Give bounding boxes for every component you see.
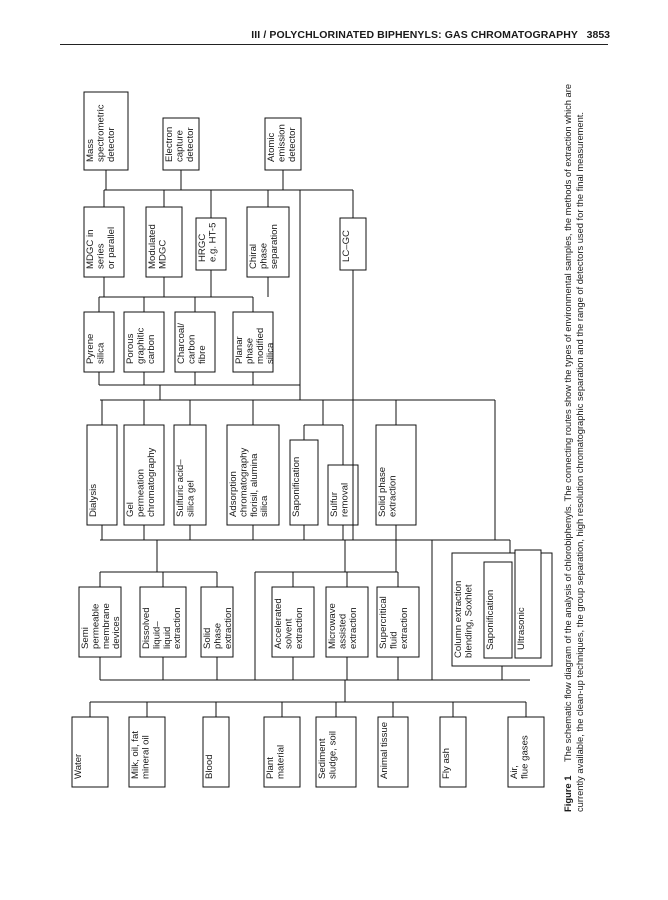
group-sep-box-3-label: modified [254, 327, 266, 364]
cleanup-box-1-label: Gel [125, 502, 136, 517]
detector-box-1-label: capture [174, 130, 186, 162]
extraction-b-box-2-label: fluid [388, 631, 400, 649]
hr-sep-box-0-label: or parallel [105, 226, 117, 269]
detector-box-2-label: emission [276, 124, 288, 162]
hr-sep-box-0-label: series [95, 243, 107, 269]
extraction-c-item-0-label: Saponification [485, 589, 496, 650]
extraction-a-box-1-label: liquid– [151, 621, 163, 649]
extraction-a-box-2-label: extraction [222, 607, 234, 649]
extraction-c-item-1-label: Ultrasonic [516, 607, 527, 650]
extraction-a-box-1-label: Dissolved [141, 607, 152, 649]
caption-label: Figure 1 [562, 775, 573, 812]
cleanup-box-3-label: chromatography [238, 447, 250, 517]
hr-sep-box-1-label: Modulated [147, 224, 158, 269]
group-sep-box-0-label: Pyrene [85, 333, 96, 364]
detector-box-1-label: detector [184, 127, 196, 162]
running-header-title: III / POLYCHLORINATED BIPHENYLS: GAS CHROMATOGRAPHY [251, 29, 578, 41]
group-sep-box-3-label: Planar [234, 336, 245, 364]
extraction-a-box-0-label: membrane [100, 603, 112, 649]
cleanup-box-0-label: Dialysis [88, 483, 99, 517]
detector-box-0-label: spectrometric [95, 104, 107, 162]
hr-sep-box-3-label: separation [268, 224, 280, 269]
group-sep-box-3-label: silica [265, 342, 277, 364]
sample-box-1-label: Milk, oil, fat [130, 731, 141, 779]
cleanup-box-1-label: chromatography [145, 447, 157, 517]
cleanup-box-2-label: silica gel [185, 480, 197, 517]
group-sep-box-3-label: phase [244, 337, 256, 364]
extraction-b-box-0-label: extraction [293, 607, 305, 649]
extraction-b-box-1-label: assisted [337, 613, 349, 649]
group-sep-box-2-label: carbon [186, 334, 198, 364]
extraction-a-box-2-label: Solid [202, 627, 213, 649]
cleanup-box-4-label: Saponification [291, 456, 302, 517]
extraction-a-box-0-label: devices [111, 616, 123, 649]
cleanup-box-1-label: permeation [135, 469, 147, 517]
hr-sep-box-3-label: Chiral [248, 243, 259, 269]
hr-sep-box-2-label: e.g. HT-5 [207, 222, 219, 262]
cleanup-box-6-label: Solid phase [377, 466, 388, 517]
extraction-b-box-2-label: extraction [398, 607, 410, 649]
cleanup-box-2-label: Sulfuric acid– [175, 459, 186, 517]
sample-box-4-label: Sediment [317, 738, 328, 779]
extraction-c-header-label: blending, Soxhlet [463, 584, 475, 658]
extraction-a-box-0-label: Semi [80, 627, 91, 649]
extraction-a-box-1-label: liquid [161, 626, 173, 649]
sample-box-6-label: Fly ash [441, 748, 452, 779]
cleanup-box-3-label: florisil, alumina [248, 453, 260, 517]
extraction-a-box-1-label: extraction [172, 607, 184, 649]
extraction-a-box-2-label: phase [212, 622, 224, 649]
detector-box-0-label: Mass [85, 139, 96, 162]
sample-box-7-label: flue gases [519, 735, 531, 779]
group-sep-box-2-label: Charcoal/ [176, 322, 187, 364]
group-sep-box-1-label: Porous [125, 333, 136, 364]
group-sep-box-2-label: fibre [196, 345, 208, 364]
sample-box-2-label: Blood [204, 754, 215, 779]
sample-box-3-label: material [275, 744, 287, 779]
sample-box-7-label: Air, [509, 765, 520, 779]
cleanup-box-6-label: extraction [387, 475, 399, 517]
group-sep-box-1-label: graphitic [135, 327, 147, 364]
detector-box-2-label: Atomic [266, 132, 277, 162]
page-number: 3853 [586, 29, 610, 41]
detector-box-1-label: Electron [164, 126, 175, 162]
extraction-b-box-1-label: Microwave [327, 603, 338, 649]
hr-sep-box-0-label: MDGC in [85, 229, 96, 269]
cleanup-box-3-label: silica [259, 495, 271, 517]
caption-line-2: currently available, the clean-up techniques, the group separation, high resolution chromatographic separation and the range of detectors used for the final measurement. [574, 108, 585, 812]
cleanup-box-5-label: removal [339, 482, 351, 517]
group-sep-box-1-label: carbon [145, 334, 157, 364]
extraction-b-box-0-label: Accelerated [273, 598, 284, 649]
detector-box-2-label: detector [286, 127, 298, 162]
detector-box-0-label: detector [105, 127, 117, 162]
extraction-b-box-1-label: extraction [347, 607, 359, 649]
sample-box-4-label: sludge, soil [327, 731, 339, 779]
group-sep-box-0-label: silica [95, 342, 107, 364]
sample-box-0-label: Water [73, 753, 84, 779]
sample-box-1-label: mineral oil [140, 735, 152, 779]
extraction-b-box-0-label: solvent [283, 618, 295, 649]
extraction-b-box-2-label: Supercritical [378, 596, 389, 649]
cleanup-box-3-label: Adsorption [228, 471, 239, 517]
sample-box-5-label: Animal tissue [379, 721, 390, 779]
sample-box-3-label: Plant [265, 757, 276, 779]
lc-gc-box-label: LC–GC [341, 230, 352, 262]
hr-sep-box-1-label: MDGC [157, 239, 169, 269]
cleanup-box-5-label: Sulfur [329, 491, 340, 517]
hr-sep-box-3-label: phase [258, 242, 270, 269]
extraction-a-box-0-label: permeable [90, 603, 102, 649]
extraction-c-header-label: Column extraction [453, 580, 464, 658]
hr-sep-box-2-label: HRGC [197, 233, 208, 262]
caption-line-1: The schematic flow diagram of the analysis of chlorobiphenyls. The connecting routes show the types of environmental samples, the methods of extraction which are [562, 79, 573, 762]
